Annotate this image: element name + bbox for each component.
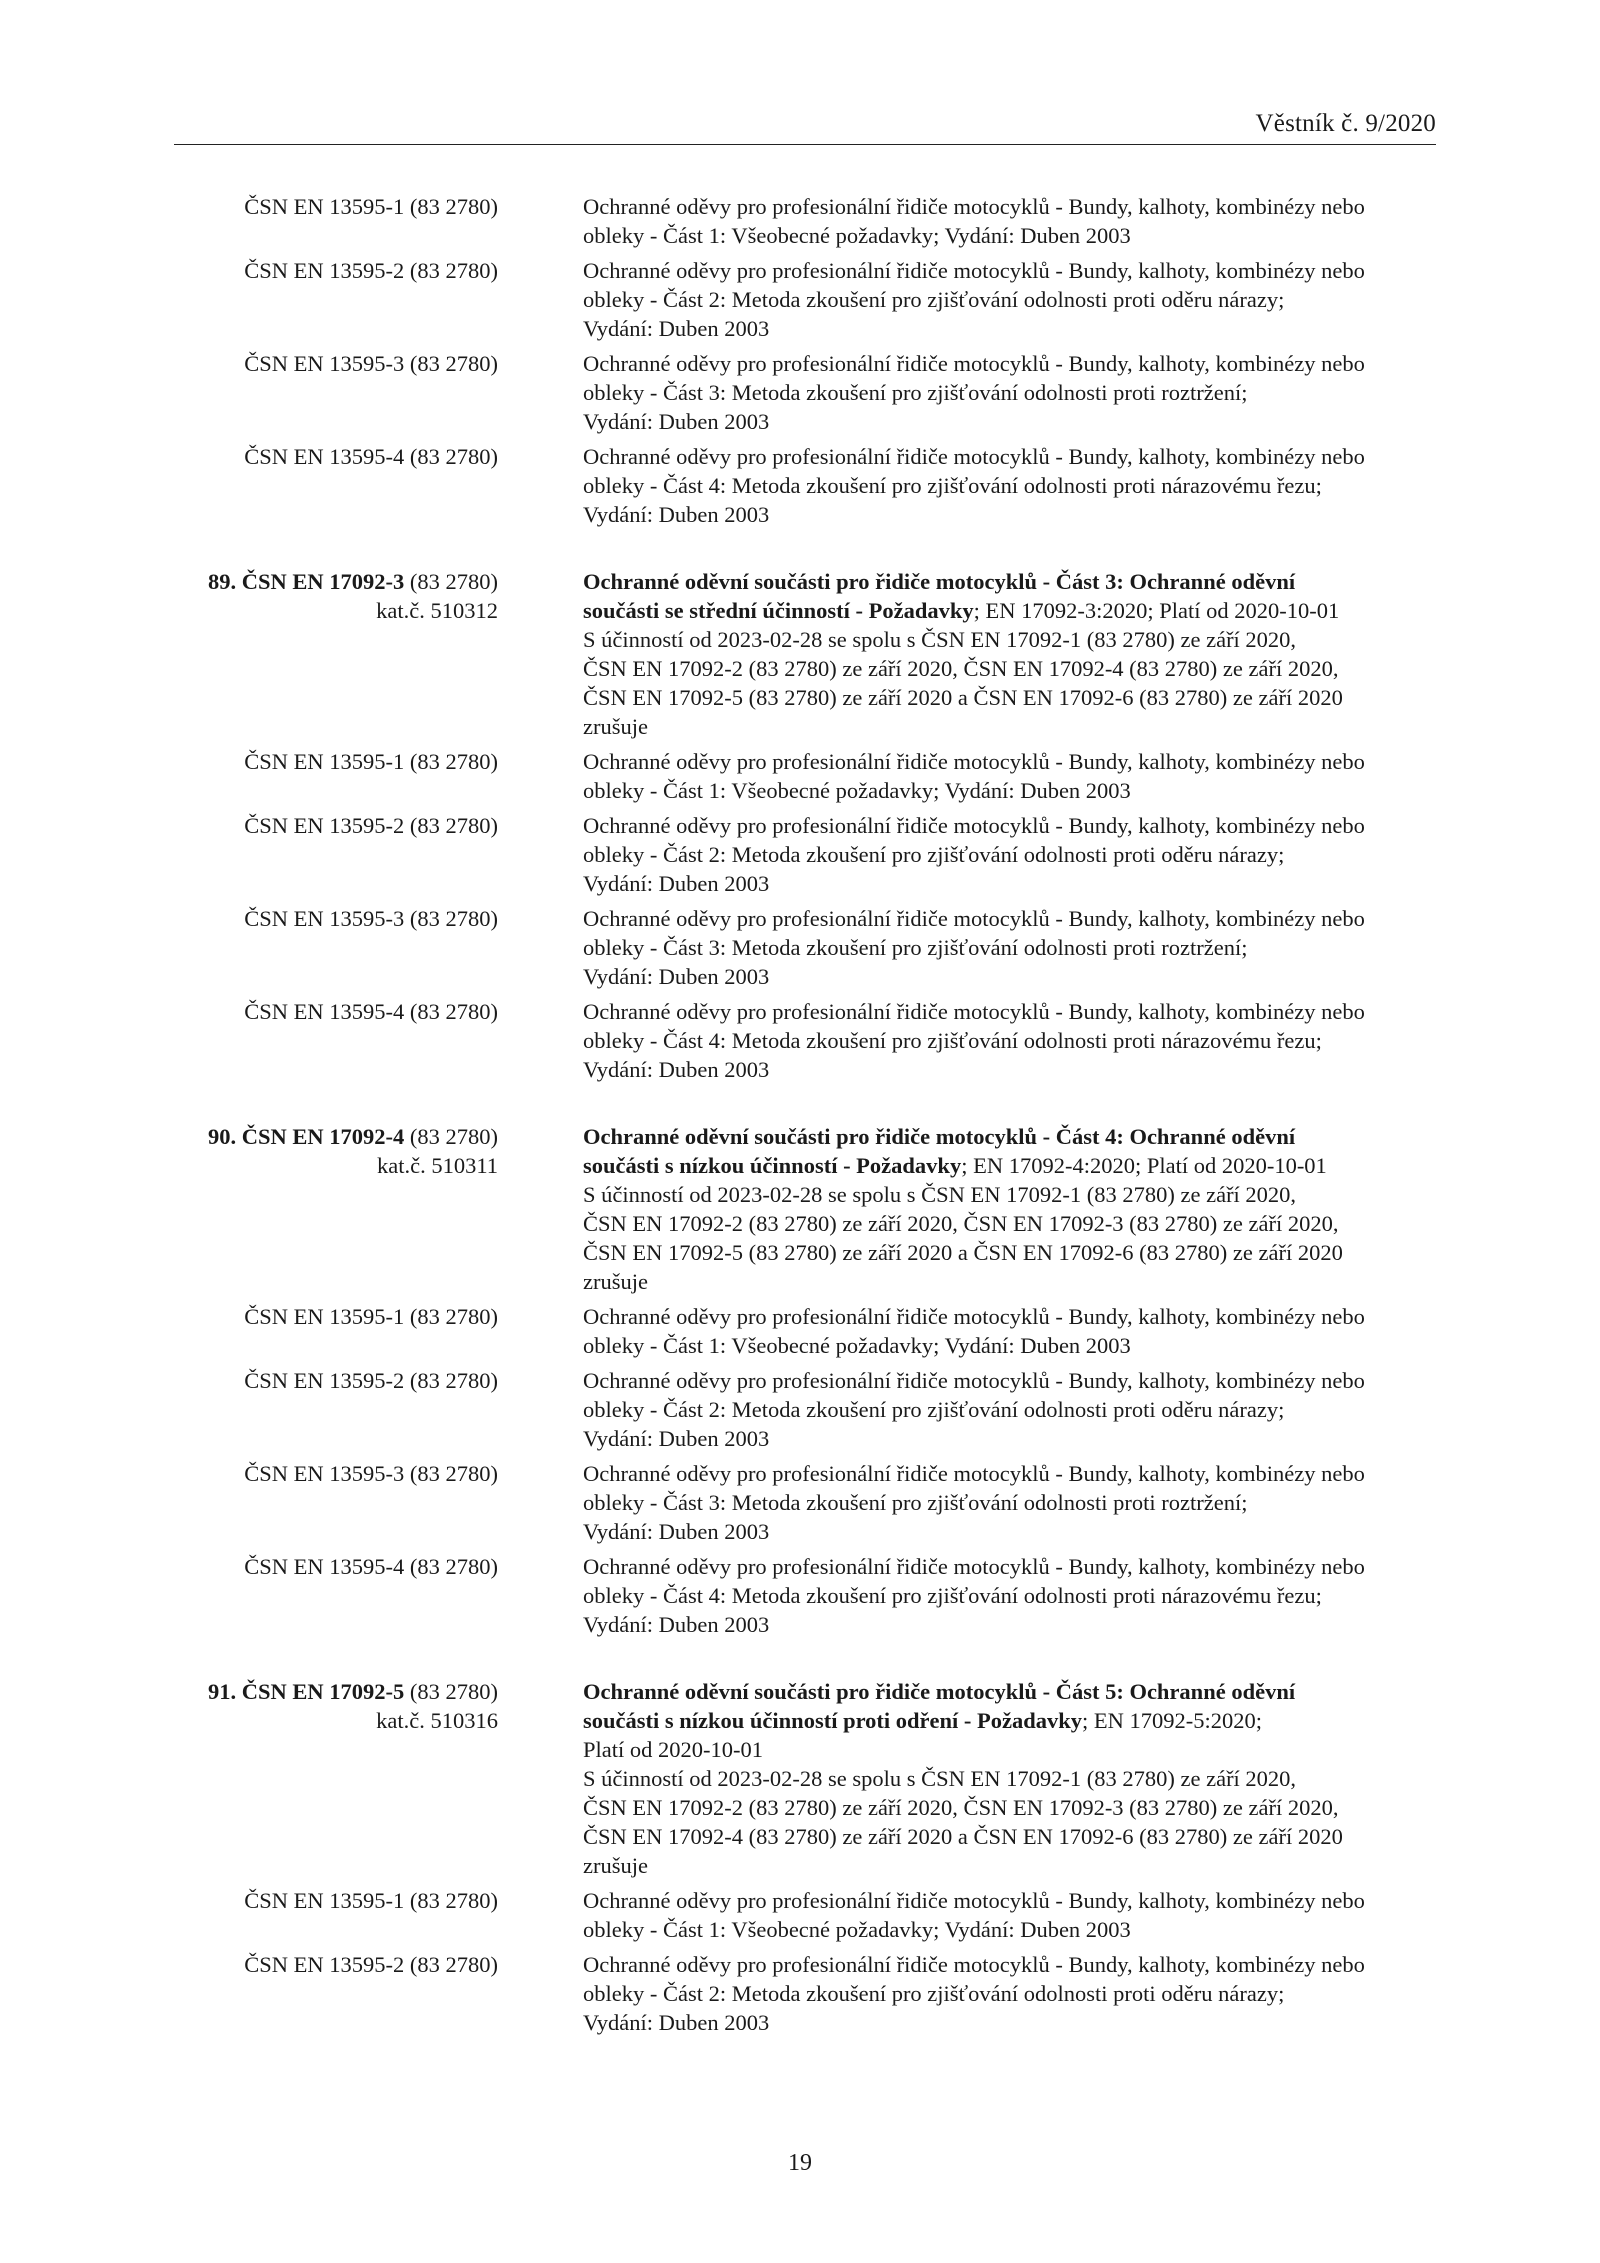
related-standard-row — [0, 1459, 1600, 1546]
catalog-number: kat.č. 510316 — [376, 1708, 498, 1733]
description-line: obleky - Část 1: Všeobecné požadavky; Vydání: Duben 2003 — [583, 1917, 1131, 1942]
related-standard-code: ČSN EN 13595-2 (83 2780) — [244, 813, 498, 838]
page-header-title: Věstník č. 9/2020 — [1255, 110, 1436, 137]
description-line: obleky - Část 2: Metoda zkoušení pro zjišťování odolnosti proti oděru nárazy; — [583, 842, 1285, 867]
related-standard-code: ČSN EN 13595-1 (83 2780) — [244, 749, 498, 774]
description-line: Ochranné oděvy pro profesionální řidiče motocyklů - Bundy, kalhoty, kombinézy nebo — [583, 813, 1365, 838]
entry-text-line: Platí od 2020-10-01 — [583, 1737, 763, 1762]
description-line: obleky - Část 2: Metoda zkoušení pro zjišťování odolnosti proti oděru nárazy; — [583, 287, 1285, 312]
left-column — [0, 349, 505, 436]
description-line: Ochranné oděvy pro profesionální řidiče motocyklů - Bundy, kalhoty, kombinézy nebo — [583, 1304, 1365, 1329]
header-rule — [174, 144, 1436, 145]
related-standard-code: ČSN EN 13595-4 (83 2780) — [244, 444, 498, 469]
entry-title-bold: součásti se střední účinností - Požadavky — [583, 598, 974, 623]
related-standard-row — [0, 1552, 1600, 1639]
description-line: Vydání: Duben 2003 — [583, 316, 770, 341]
description-line: Ochranné oděvy pro profesionální řidiče motocyklů - Bundy, kalhoty, kombinézy nebo — [583, 999, 1365, 1024]
entry-title-line — [583, 1706, 1438, 1735]
description-line: obleky - Část 1: Všeobecné požadavky; Vydání: Duben 2003 — [583, 1333, 1131, 1358]
related-standard-row — [0, 904, 1600, 991]
left-column — [0, 192, 505, 250]
entry-text-line: ČSN EN 17092-5 (83 2780) ze září 2020 a ČSN EN 17092-6 (83 2780) ze září 2020 — [583, 685, 1343, 710]
right-column — [583, 1459, 1438, 1546]
entry-number: 91. — [207, 1679, 237, 1704]
related-standard-code: ČSN EN 13595-1 (83 2780) — [244, 1888, 498, 1913]
entry-standard-code: ČSN EN 17092-4 — [241, 1124, 405, 1149]
standard-entry — [0, 1677, 1600, 1880]
entry-standard-code: ČSN EN 17092-5 — [241, 1679, 405, 1704]
standard-entry — [0, 567, 1600, 741]
right-column — [583, 1552, 1438, 1639]
right-column — [583, 1302, 1438, 1360]
description-line: obleky - Část 3: Metoda zkoušení pro zjišťování odolnosti proti roztržení; — [583, 1490, 1248, 1515]
description-line: Vydání: Duben 2003 — [583, 502, 770, 527]
entry-text-line: ČSN EN 17092-2 (83 2780) ze září 2020, ČSN EN 17092-4 (83 2780) ze září 2020, — [583, 656, 1339, 681]
page-number: 19 — [788, 2150, 812, 2176]
entry-title-details: ; EN 17092-4:2020; Platí od 2020-10-01 — [961, 1153, 1327, 1178]
description-line: Ochranné oděvy pro profesionální řidiče motocyklů - Bundy, kalhoty, kombinézy nebo — [583, 444, 1365, 469]
entry-title-details: ; EN 17092-3:2020; Platí od 2020-10-01 — [973, 598, 1340, 623]
entry-title-bold: součásti s nízkou účinností proti odření - Požadavky — [583, 1708, 1083, 1733]
description-line: Vydání: Duben 2003 — [583, 1612, 770, 1637]
description-line: Vydání: Duben 2003 — [583, 964, 770, 989]
entry-title-line — [583, 1151, 1438, 1180]
description-line: obleky - Část 1: Všeobecné požadavky; Vydání: Duben 2003 — [583, 778, 1131, 803]
right-column — [583, 192, 1438, 250]
entry-text-line: S účinností od 2023-02-28 se spolu s ČSN EN 17092-1 (83 2780) ze září 2020, — [583, 627, 1297, 652]
entry-title-details: ; EN 17092-5:2020; — [1082, 1708, 1263, 1733]
description-line: obleky - Část 1: Všeobecné požadavky; Vydání: Duben 2003 — [583, 223, 1131, 248]
entry-number: 89. — [207, 569, 237, 594]
entry-title-line — [583, 567, 1438, 596]
description-line: Ochranné oděvy pro profesionální řidiče motocyklů - Bundy, kalhoty, kombinézy nebo — [583, 258, 1365, 283]
description-line: Ochranné oděvy pro profesionální řidiče motocyklů - Bundy, kalhoty, kombinézy nebo — [583, 906, 1365, 931]
entry-title-line — [583, 596, 1438, 625]
description-line: Ochranné oděvy pro profesionální řidiče motocyklů - Bundy, kalhoty, kombinézy nebo — [583, 1461, 1365, 1486]
right-column — [583, 1950, 1438, 2037]
description-line: Ochranné oděvy pro profesionální řidiče motocyklů - Bundy, kalhoty, kombinézy nebo — [583, 1554, 1365, 1579]
right-column — [583, 904, 1438, 991]
entry-title-bold: Ochranné oděvní součásti pro řidiče motocyklů - Část 3: Ochranné oděvní — [583, 569, 1296, 594]
entry-title-line — [583, 1677, 1438, 1706]
left-column — [0, 1552, 505, 1639]
entry-number: 90. — [207, 1124, 237, 1149]
right-column — [583, 811, 1438, 898]
left-column — [0, 1677, 505, 1880]
entry-classification: (83 2780) — [404, 569, 498, 594]
description-line: Ochranné oděvy pro profesionální řidiče motocyklů - Bundy, kalhoty, kombinézy nebo — [583, 351, 1365, 376]
entry-text-line: S účinností od 2023-02-28 se spolu s ČSN EN 17092-1 (83 2780) ze září 2020, — [583, 1182, 1297, 1207]
description-line: Vydání: Duben 2003 — [583, 409, 770, 434]
description-line: obleky - Část 3: Metoda zkoušení pro zjišťování odolnosti proti roztržení; — [583, 380, 1248, 405]
right-column — [583, 1366, 1438, 1453]
right-column — [583, 1886, 1438, 1944]
description-line: Ochranné oděvy pro profesionální řidiče motocyklů - Bundy, kalhoty, kombinézy nebo — [583, 1368, 1365, 1393]
left-column — [0, 1886, 505, 1944]
left-column — [0, 1122, 505, 1296]
related-standard-row — [0, 1886, 1600, 1944]
description-line: obleky - Část 2: Metoda zkoušení pro zjišťování odolnosti proti oděru nárazy; — [583, 1981, 1285, 2006]
left-column — [0, 1366, 505, 1453]
description-line: obleky - Část 4: Metoda zkoušení pro zjišťování odolnosti proti nárazovému řezu; — [583, 473, 1322, 498]
related-standard-row — [0, 997, 1600, 1084]
right-column — [583, 747, 1438, 805]
entry-code-line — [0, 567, 505, 596]
right-column — [583, 1122, 1438, 1296]
description-line: Vydání: Duben 2003 — [583, 1519, 770, 1544]
description-line: Ochranné oděvy pro profesionální řidiče motocyklů - Bundy, kalhoty, kombinézy nebo — [583, 749, 1365, 774]
entry-text-line: zrušuje — [583, 1269, 648, 1294]
related-standard-code: ČSN EN 13595-2 (83 2780) — [244, 1952, 498, 1977]
left-column — [0, 1302, 505, 1360]
entry-title-bold: Ochranné oděvní součásti pro řidiče motocyklů - Část 5: Ochranné oděvní — [583, 1679, 1296, 1704]
description-line: obleky - Část 4: Metoda zkoušení pro zjišťování odolnosti proti nárazovému řezu; — [583, 1583, 1322, 1608]
catalog-number: kat.č. 510312 — [376, 598, 498, 623]
catalog-number: kat.č. 510311 — [376, 1153, 498, 1178]
description-line: obleky - Část 3: Metoda zkoušení pro zjišťování odolnosti proti roztržení; — [583, 935, 1248, 960]
related-standard-code: ČSN EN 13595-4 (83 2780) — [244, 1554, 498, 1579]
related-standard-code: ČSN EN 13595-4 (83 2780) — [244, 999, 498, 1024]
related-standard-code: ČSN EN 13595-2 (83 2780) — [244, 258, 498, 283]
left-column — [0, 997, 505, 1084]
related-standard-code: ČSN EN 13595-2 (83 2780) — [244, 1368, 498, 1393]
standard-entry — [0, 1122, 1600, 1296]
right-column — [583, 256, 1438, 343]
entry-text-line: ČSN EN 17092-2 (83 2780) ze září 2020, ČSN EN 17092-3 (83 2780) ze září 2020, — [583, 1795, 1339, 1820]
entry-classification: (83 2780) — [404, 1679, 498, 1704]
description-line: Vydání: Duben 2003 — [583, 1057, 770, 1082]
entry-text-line: zrušuje — [583, 714, 648, 739]
related-standard-row — [0, 256, 1600, 343]
related-standard-row — [0, 192, 1600, 250]
related-standard-row — [0, 1950, 1600, 2037]
left-column — [0, 1459, 505, 1546]
related-standard-row — [0, 442, 1600, 529]
entry-title-line — [583, 1122, 1438, 1151]
left-column — [0, 811, 505, 898]
right-column — [583, 442, 1438, 529]
entry-title-bold: součásti s nízkou účinností - Požadavky — [583, 1153, 962, 1178]
left-column — [0, 442, 505, 529]
related-standard-code: ČSN EN 13595-3 (83 2780) — [244, 1461, 498, 1486]
entry-text-line: ČSN EN 17092-4 (83 2780) ze září 2020 a ČSN EN 17092-6 (83 2780) ze září 2020 — [583, 1824, 1343, 1849]
description-line: Ochranné oděvy pro profesionální řidiče motocyklů - Bundy, kalhoty, kombinézy nebo — [583, 1952, 1365, 1977]
entry-text-line: ČSN EN 17092-2 (83 2780) ze září 2020, ČSN EN 17092-3 (83 2780) ze září 2020, — [583, 1211, 1339, 1236]
entry-code-line — [0, 1122, 505, 1151]
document-content — [0, 192, 1600, 2043]
description-line: Vydání: Duben 2003 — [583, 2010, 770, 2035]
related-standard-row — [0, 1302, 1600, 1360]
related-standard-row — [0, 1366, 1600, 1453]
related-standard-code: ČSN EN 13595-1 (83 2780) — [244, 194, 498, 219]
entry-text-line: S účinností od 2023-02-28 se spolu s ČSN EN 17092-1 (83 2780) ze září 2020, — [583, 1766, 1297, 1791]
description-line: Vydání: Duben 2003 — [583, 871, 770, 896]
description-line: Ochranné oděvy pro profesionální řidiče motocyklů - Bundy, kalhoty, kombinézy nebo — [583, 1888, 1365, 1913]
description-line: obleky - Část 4: Metoda zkoušení pro zjišťování odolnosti proti nárazovému řezu; — [583, 1028, 1322, 1053]
entry-classification: (83 2780) — [404, 1124, 498, 1149]
left-column — [0, 256, 505, 343]
related-standard-code: ČSN EN 13595-1 (83 2780) — [244, 1304, 498, 1329]
description-line: Ochranné oděvy pro profesionální řidiče motocyklů - Bundy, kalhoty, kombinézy nebo — [583, 194, 1365, 219]
related-standard-row — [0, 747, 1600, 805]
left-column — [0, 1950, 505, 2037]
description-line: obleky - Část 2: Metoda zkoušení pro zjišťování odolnosti proti oděru nárazy; — [583, 1397, 1285, 1422]
related-standard-code: ČSN EN 13595-3 (83 2780) — [244, 351, 498, 376]
entry-code-line — [0, 1677, 505, 1706]
description-line: Vydání: Duben 2003 — [583, 1426, 770, 1451]
left-column — [0, 904, 505, 991]
left-column — [0, 567, 505, 741]
right-column — [583, 1677, 1438, 1880]
right-column — [583, 567, 1438, 741]
entry-standard-code: ČSN EN 17092-3 — [241, 569, 405, 594]
related-standard-row — [0, 349, 1600, 436]
right-column — [583, 997, 1438, 1084]
related-standard-code: ČSN EN 13595-3 (83 2780) — [244, 906, 498, 931]
entry-title-bold: Ochranné oděvní součásti pro řidiče motocyklů - Část 4: Ochranné oděvní — [583, 1124, 1296, 1149]
right-column — [583, 349, 1438, 436]
entry-text-line: ČSN EN 17092-5 (83 2780) ze září 2020 a ČSN EN 17092-6 (83 2780) ze září 2020 — [583, 1240, 1343, 1265]
related-standard-row — [0, 811, 1600, 898]
entry-text-line: zrušuje — [583, 1853, 648, 1878]
left-column — [0, 747, 505, 805]
